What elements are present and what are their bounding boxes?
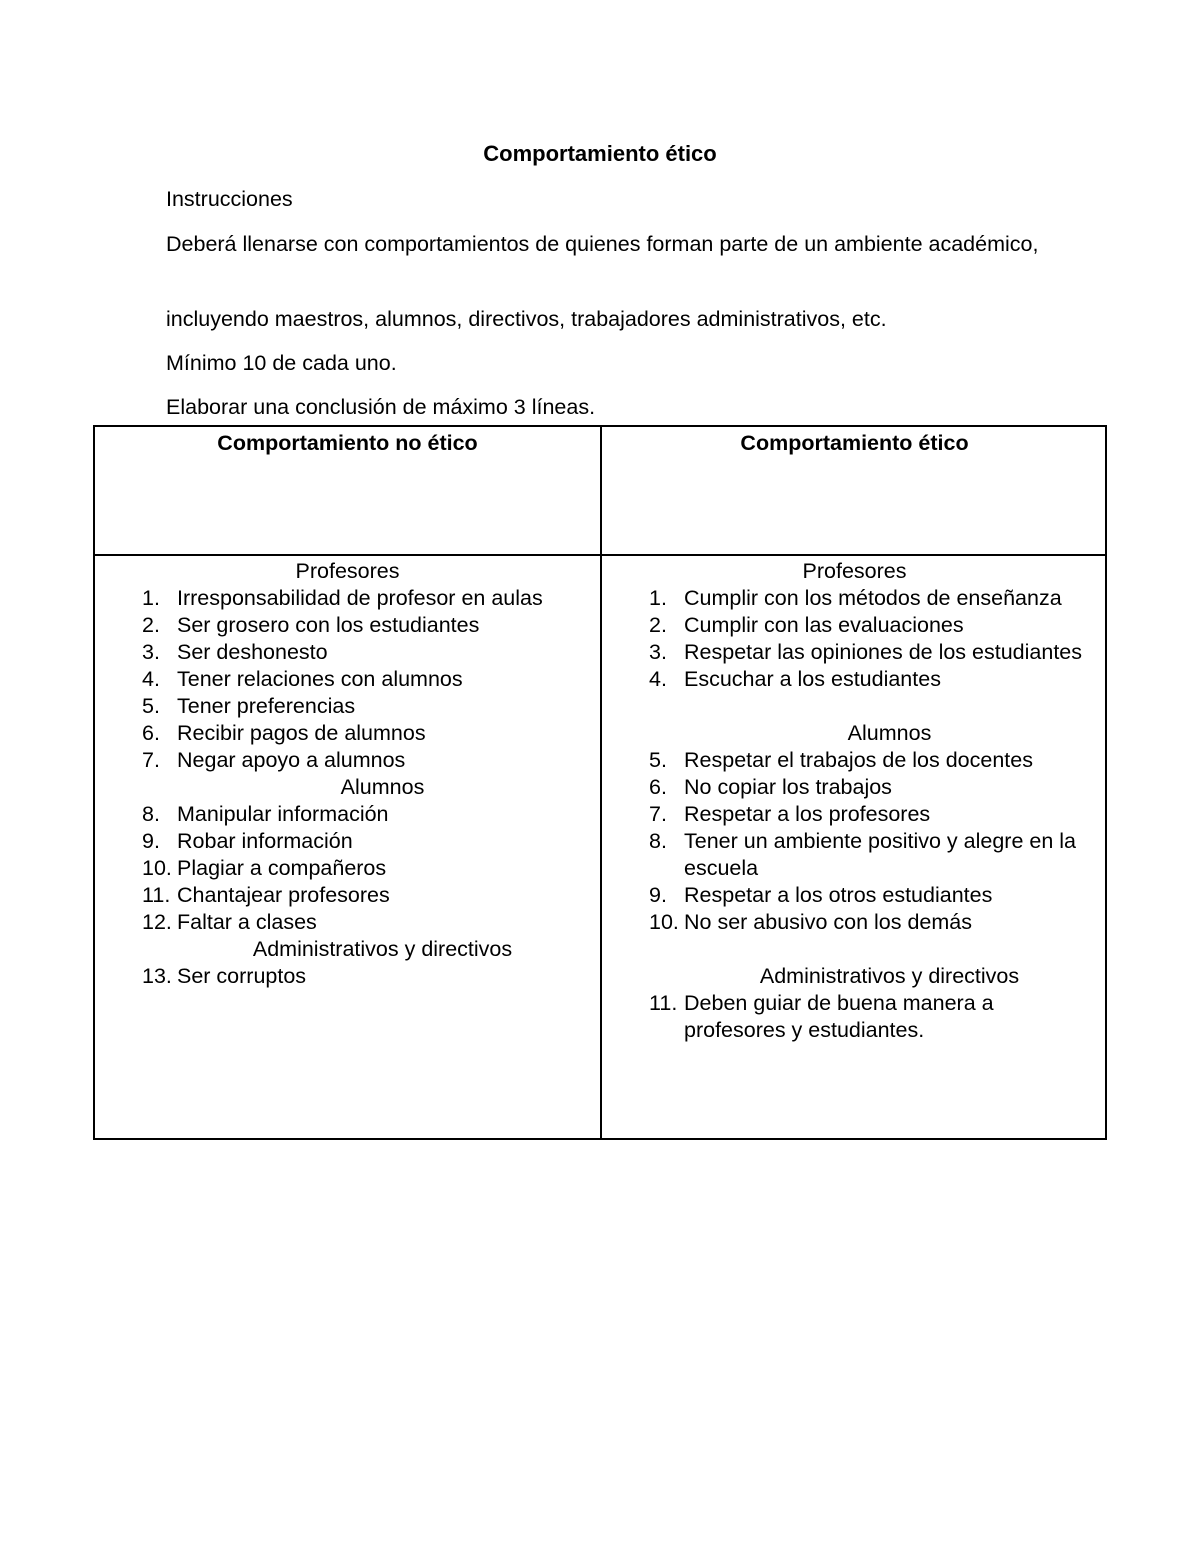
header-divider: [95, 554, 1105, 556]
list-text: Escuchar a los estudiantes: [684, 667, 941, 691]
blank-line: [602, 936, 1107, 963]
list-item: [95, 720, 600, 747]
group-title: Alumnos: [847, 721, 932, 745]
list-number: 7.: [142, 748, 160, 772]
list-text: Tener relaciones con alumnos: [177, 667, 463, 691]
list-text: Recibir pagos de alumnos: [177, 721, 426, 745]
list-number: 12.: [142, 910, 172, 934]
list-text: No ser abusivo con los demás: [684, 910, 973, 934]
list-number: 5.: [649, 748, 667, 772]
blank-line: [602, 693, 1107, 720]
list-item: [95, 855, 600, 882]
list-item: [95, 801, 600, 828]
instruction-paragraph: Mínimo 10 de cada uno.: [166, 351, 397, 375]
list-number: 2.: [142, 613, 160, 637]
list-item: [602, 990, 1107, 1044]
list-text: Chantajear profesores: [177, 883, 390, 907]
list-item: [602, 639, 1107, 666]
list-text: Cumplir con los métodos de enseñanza: [684, 586, 1062, 610]
list-text: Cumplir con las evaluaciones: [684, 613, 964, 637]
list-text: No copiar los trabajos: [684, 775, 892, 799]
list-item: [602, 801, 1107, 828]
list-text: Tener preferencias: [177, 694, 356, 718]
list-text: Respetar las opiniones de los estudiantes: [684, 640, 1083, 664]
list-item: [95, 882, 600, 909]
list-text: Plagiar a compañeros: [177, 856, 387, 880]
list-item: [95, 666, 600, 693]
list-text: Deben guiar de buena manera a profesores y estudiantes.: [684, 991, 994, 1042]
behavior-table: [93, 425, 1107, 1140]
list-text: Negar apoyo a alumnos: [177, 748, 406, 772]
group-title: Alumnos: [340, 775, 425, 799]
list-item: [95, 639, 600, 666]
list-number: 8.: [649, 829, 667, 853]
list-text: Manipular información: [177, 802, 389, 826]
list-number: 2.: [649, 613, 667, 637]
list-text: Faltar a clases: [177, 910, 317, 934]
list-number: 4.: [142, 667, 160, 691]
list-item: [95, 963, 600, 990]
page-title: Comportamiento ético: [483, 141, 717, 166]
unethical-column-body: [95, 558, 600, 990]
group-title: Administrativos y directivos: [252, 937, 513, 961]
list-number: 9.: [142, 829, 160, 853]
list-item: [602, 882, 1107, 909]
list-item: [95, 612, 600, 639]
list-number: 7.: [649, 802, 667, 826]
list-number: 10.: [649, 910, 679, 934]
list-item: [602, 585, 1107, 612]
ethical-column-body: [602, 558, 1107, 1044]
list-number: 11.: [649, 991, 678, 1015]
list-item: [95, 747, 600, 774]
list-number: 6.: [142, 721, 160, 745]
list-number: 3.: [649, 640, 667, 664]
instruction-paragraph: Elaborar una conclusión de máximo 3 líneas.: [166, 395, 596, 419]
list-number: 1.: [649, 586, 667, 610]
list-number: 10.: [142, 856, 172, 880]
unethical-column-header: Comportamiento no ético: [217, 431, 478, 455]
list-text: Irresponsabilidad de profesor en aulas: [177, 586, 543, 610]
instructions-heading: Instrucciones: [166, 187, 293, 211]
list-text: Respetar a los profesores: [684, 802, 931, 826]
list-text: Ser corruptos: [177, 964, 307, 988]
list-number: 6.: [649, 775, 667, 799]
list-text: Ser deshonesto: [177, 640, 328, 664]
list-number: 13.: [142, 964, 172, 988]
list-text: Tener un ambiente positivo y alegre en la escuela: [684, 829, 1077, 880]
list-number: 5.: [142, 694, 160, 718]
list-item: [95, 585, 600, 612]
instruction-paragraph: incluyendo maestros, alumnos, directivos, trabajadores administrativos, etc.: [166, 307, 887, 331]
instruction-paragraph: Deberá llenarse con comportamientos de quienes forman parte de un ambiente académico,: [166, 232, 1039, 256]
list-item: [95, 693, 600, 720]
list-item: [602, 909, 1107, 936]
list-number: 4.: [649, 667, 667, 691]
list-text: Respetar el trabajos de los docentes: [684, 748, 1033, 772]
list-number: 8.: [142, 802, 160, 826]
list-item: [95, 909, 600, 936]
list-item: [602, 666, 1107, 693]
list-text: Respetar a los otros estudiantes: [684, 883, 993, 907]
group-title: Profesores: [802, 559, 907, 583]
group-title: Profesores: [295, 559, 400, 583]
list-item: [602, 747, 1107, 774]
list-text: Ser grosero con los estudiantes: [177, 613, 480, 637]
list-item: [602, 612, 1107, 639]
list-number: 3.: [142, 640, 160, 664]
list-number: 1.: [142, 586, 160, 610]
list-item: [602, 828, 1107, 882]
list-number: 9.: [649, 883, 667, 907]
ethical-column-header: Comportamiento ético: [740, 431, 969, 455]
list-item: [602, 774, 1107, 801]
list-number: 11.: [142, 883, 171, 907]
list-item: [95, 828, 600, 855]
list-text: Robar información: [177, 829, 353, 853]
group-title: Administrativos y directivos: [759, 964, 1020, 988]
